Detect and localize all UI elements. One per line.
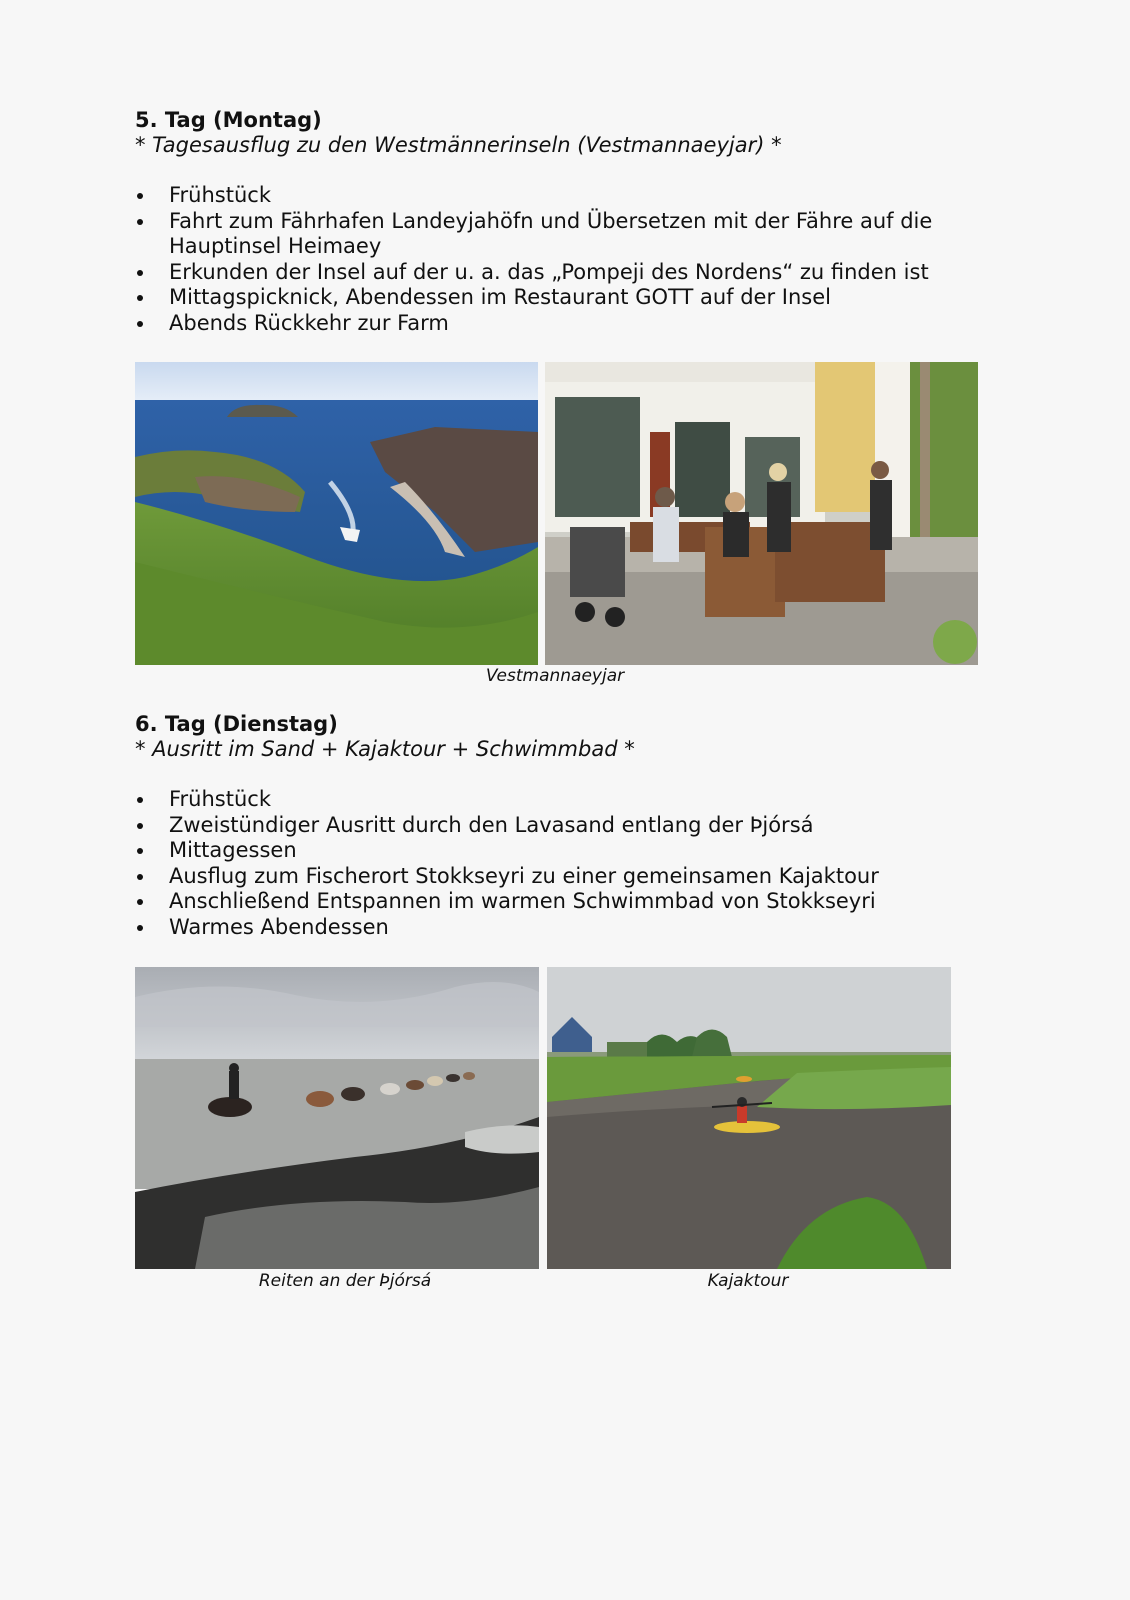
day5-subtitle: * Tagesausflug zu den Westmännerinseln (Vestmannaeyjar) * [135, 133, 782, 157]
day6-caption-right: Kajaktour [707, 1271, 789, 1291]
horse-riding-photo [135, 967, 539, 1269]
island-coast-photo [135, 362, 538, 665]
list-item: Warmes Abendessen [135, 915, 995, 941]
day5-title: 5. Tag (Montag) [135, 108, 322, 132]
day5-caption: Vestmannaeyjar [485, 666, 625, 686]
day6-title: 6. Tag (Dienstag) [135, 712, 338, 736]
list-item: Mittagessen [135, 838, 995, 864]
day5-list [135, 183, 995, 336]
list-item: Erkunden der Insel auf der u. a. das „Pompeji des Nordens“ zu finden ist [135, 260, 995, 286]
day6-section [135, 712, 995, 940]
list-item: Anschließend Entspannen im warmen Schwimmbad von Stokkseyri [135, 889, 995, 915]
day5-section [135, 108, 995, 336]
kayak-photo [547, 967, 951, 1269]
day6-caption-left: Reiten an der Þjórsá [258, 1271, 432, 1291]
list-item: Frühstück [135, 787, 995, 813]
list-item: Mittagspicknick, Abendessen im Restaurant GOTT auf der Insel [135, 285, 995, 311]
list-item: Ausflug zum Fischerort Stokkseyri zu einer gemeinsamen Kajaktour [135, 864, 995, 890]
list-item: Frühstück [135, 183, 995, 209]
list-item: Zweistündiger Ausritt durch den Lavasand entlang der Þjórsá [135, 813, 995, 839]
day6-list [135, 787, 995, 940]
list-item: Fahrt zum Fährhafen Landeyjahöfn und Übersetzen mit der Fähre auf die Hauptinsel Heimaey [135, 209, 995, 260]
day6-subtitle: * Ausritt im Sand + Kajaktour + Schwimmbad * [135, 737, 635, 761]
list-item: Abends Rückkehr zur Farm [135, 311, 995, 337]
restaurant-terrace-photo [545, 362, 978, 665]
